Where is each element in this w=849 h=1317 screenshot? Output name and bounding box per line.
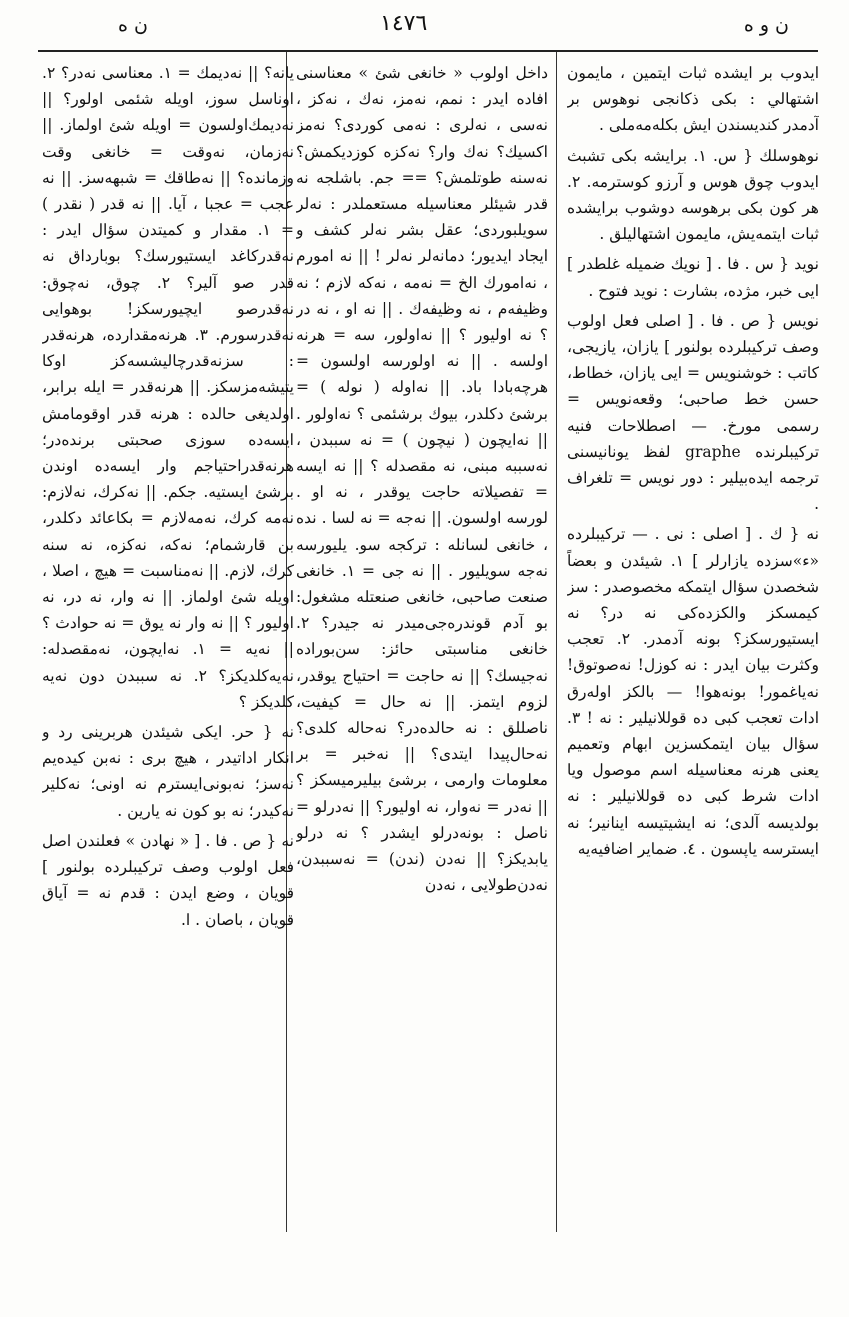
header-guide-right: ن و ه <box>743 14 789 36</box>
header-rule <box>38 50 818 52</box>
page-number: ١٤٧٦ <box>380 11 428 36</box>
column-middle <box>296 60 548 1240</box>
entry-text: ايدوب بر ايشده ثبات ايتمين ، مايمون اشتهالي : بكى ذكانجى نوهوس بر آدمدر كنديسندن ايش بكله‌مه‌ملى . <box>567 64 819 135</box>
entry-nevheveslik: نوهوسلك { س. ١. برايشه بكى تشبث ايدوب چوق هوس و آرزو كوسترمه. ٢. هر كون بكى برهوسه دوشوب برايشده ثبات ايتمه‌يش، مايمون اشتهاليلق . <box>567 146 819 244</box>
entry-neh: نه { ص . فا . [ « نهادن » فعلندن اصل فعل اولوب وصف تركيبلرده بولنور ] قويان ، وضع ايدن : قدم نه = آياق قويان ، باصان . ا. <box>42 831 294 929</box>
column-divider-right <box>556 52 557 1232</box>
entry-text: داخل اولوب « خانغى شئ » معناسنى افاده ايدر : نمم، نه‌مز، نه‌ك ، نه‌كز ، نه‌سى ، نه‌لرى : نه‌مى كوردى؟ نه‌مز اكسيك؟ نه‌ك وار؟ نه‌كزه كوزديكمش؟ نه‌سنه طوتلمش؟ == جم. باشلجه نه قدر شيئلر معناسيله مستعملدر : نه‌لر سويلبوردى؛ عقل بشر نه‌لر كشف و ايجاد ايديور؛ دمانه‌لر نه‌لر ! || نه امورم ، نه‌امورك الخ = نه‌مه ، نه‌كه لازم ؛ نه وظيفه‌م ، نه وظيفه‌ك . || نه او ، نه در ؟ نه اوليور ؟ || نه‌اولور، سه = هرنه اولسه . || نه اولورسه اولسون = هرچه‌بادا باد. || نه‌اوله ( نوله ) = برشئ دكلدر، بيوك برشئمى ؟ نه‌اولور . || نه‌ايچون ( نيچون ) = نه سببدن ، نه‌سببه مبنى، نه مقصدله ؟ || نه ايسه = تفصيلاته حاجت يوقدر ، نه او . لورسه اولسون. || نه‌جه = نه لسا . نده ، خانغى لسانله : تركجه سو. يليورسه نه‌جه سويليور . || نه جى = ١. خانغى صنعت صاحبى، خانغى صنعتله مشغول: بو آدم قوندره‌جى‌ميدر نه جيدر؟ ٢. خانغى مناسبتى حائز: سن‌بورادە نه‌جيسك؟ || نه حاجت = احتياج يوقدر، لزوم ايتمز. || نه حال = كيفيت، ناصللق : نه حالده‌در؟ نه‌حاله كلدى؟ نه‌حال‌پيدا ايتدى؟ || نه‌خبر = بر معلومات وارمى ، برشئ بيليرميسكز ؟ || نه‌در = نه‌وار، نه اوليور؟ || نه‌درلو = ناصل : بونه‌درلو ايشدر ؟ نه درلو يابديكز؟ || نه‌دن (ندن) = نه‌سببدن، نه‌دن‌طولايى ، نه‌دن <box>296 64 548 895</box>
entry-nevis: نويس { ص . فا . [ اصلى فعل اولوب وصف تركيبلرده بولنور ] يازان، يازيجى، كاتب : خوشنويس = ايى يازان، خطاط، حسن خط صاحبى؛ وقعه‌نويس = رسمى مورخ. — اصطلاحات فنيه تركيبلرنده graphe لفظ يونانيسنى ترجمه ايده‌بيلير : دور نويس = تلغراف . <box>567 311 819 514</box>
page-header <box>0 8 849 44</box>
entry-nevid: نويد { س . فا . [ نويك ضميله غلطدر ] ايى خبر، مژده، بشارت : نويد فتوح . <box>567 255 819 300</box>
entry-ne: نه { ك . [ اصلى : نى . — تركيبلرده «ء»سزده يازارلر ] ١. شيئدن و بعضاً شخصدن سؤال ايتمكه مخصوصدر : سز كيمسكز والكزده‌كى نه در؟ نه ايستيورسكز؟ بونه آدمدر. ٢. تعجب وكثرت بيان ايدر : نه كوزل! نه‌صوتوق! نه‌ياغمور! بونه‌هوا! — بالكز اولەرق ادات تعجب كبى ده قوللانيلير : نه ! ٣. سؤال بيان ايتمكسزين ابهام وتعميم يعنى هرنه معناسيله اسم موصول ويا ادات شرط كبى ده قوللانيلير : نه بولديسه آلدى؛ نه ايشيتيسه اينانير؛ نه ايسترسه ياپسون . ٤. ضماير اضافيه‌يه <box>567 525 819 858</box>
column-right <box>567 60 819 1240</box>
column-left <box>42 60 294 1240</box>
entry-ne-conjunction: نه { حر. ايكى شيئدن هربرينى رد و انكار اداتيدر ، هيچ برى : نه‌بن كيده‌يم نه‌سز؛ نه‌بونى‌ايسترم نه اونى؛ نه‌كلير نه‌كيدر؛ نه بو كون نه يارين . <box>42 723 294 820</box>
header-guide-left: ن ه <box>118 14 148 36</box>
entry-text: يانه؟ || نه‌ديمك = ١. معناسى نه‌در؟ ٢. اونا‌سل سوز، اويله شئمى اولور؟ || نه‌ديمك‌اولسون = اويله شئ اولماز. || نه‌زمان، نه‌وقت = خانغى وقت وزمانده؟ || نه‌طاقك = شبهه‌سز. || نه عجب = عجبا ، آيا. || نه قدر ( نقدر ) = ١. مقدار و كميتدن سؤال ايدر : نه‌قدركاغد ايستيورسك؟ بوبارداق نه قدر صو آلير؟ ٢. چوق، نه‌چوق: نه‌قدرصو ايچيورسكز! بوهوايى نه‌قدرسورم. ٣. هرنه‌مقدارده، هرنه‌قدر : سزنه‌قدرچاليشسه‌كز اوكا يتيشه‌مزسكز. || هرنه‌قدر = ايله برابر، اولديغى حالده : هرنه قدر اوقومامش ايسه‌ده سوزى صحبتى برندەدر؛ هرنه‌قدراحتياجم وار ايسه‌ده اوندن برشئ ايستيه. جكم. || نه‌كرك، نه‌لازم: نه‌مه كرك، نه‌مه‌لازم = بكاعائد دكلدر، بن قارشمام؛ نه‌كه، نه‌كزه، نه سنه كرك، لازم. || نه‌مناسبت = هيچ ، اصلا ، اويله شئ اولماز. || نه وار، نه در، نه اوليور ؟ || نه وار نه يوق = نه حوادث ؟ || نه‌يه = ١. نه‌ايچون، نه‌مقصدله: نه‌يه‌كلديكز؟ ٢. نه سببدن دون نه‌يه كلديكز ؟ <box>42 64 294 711</box>
